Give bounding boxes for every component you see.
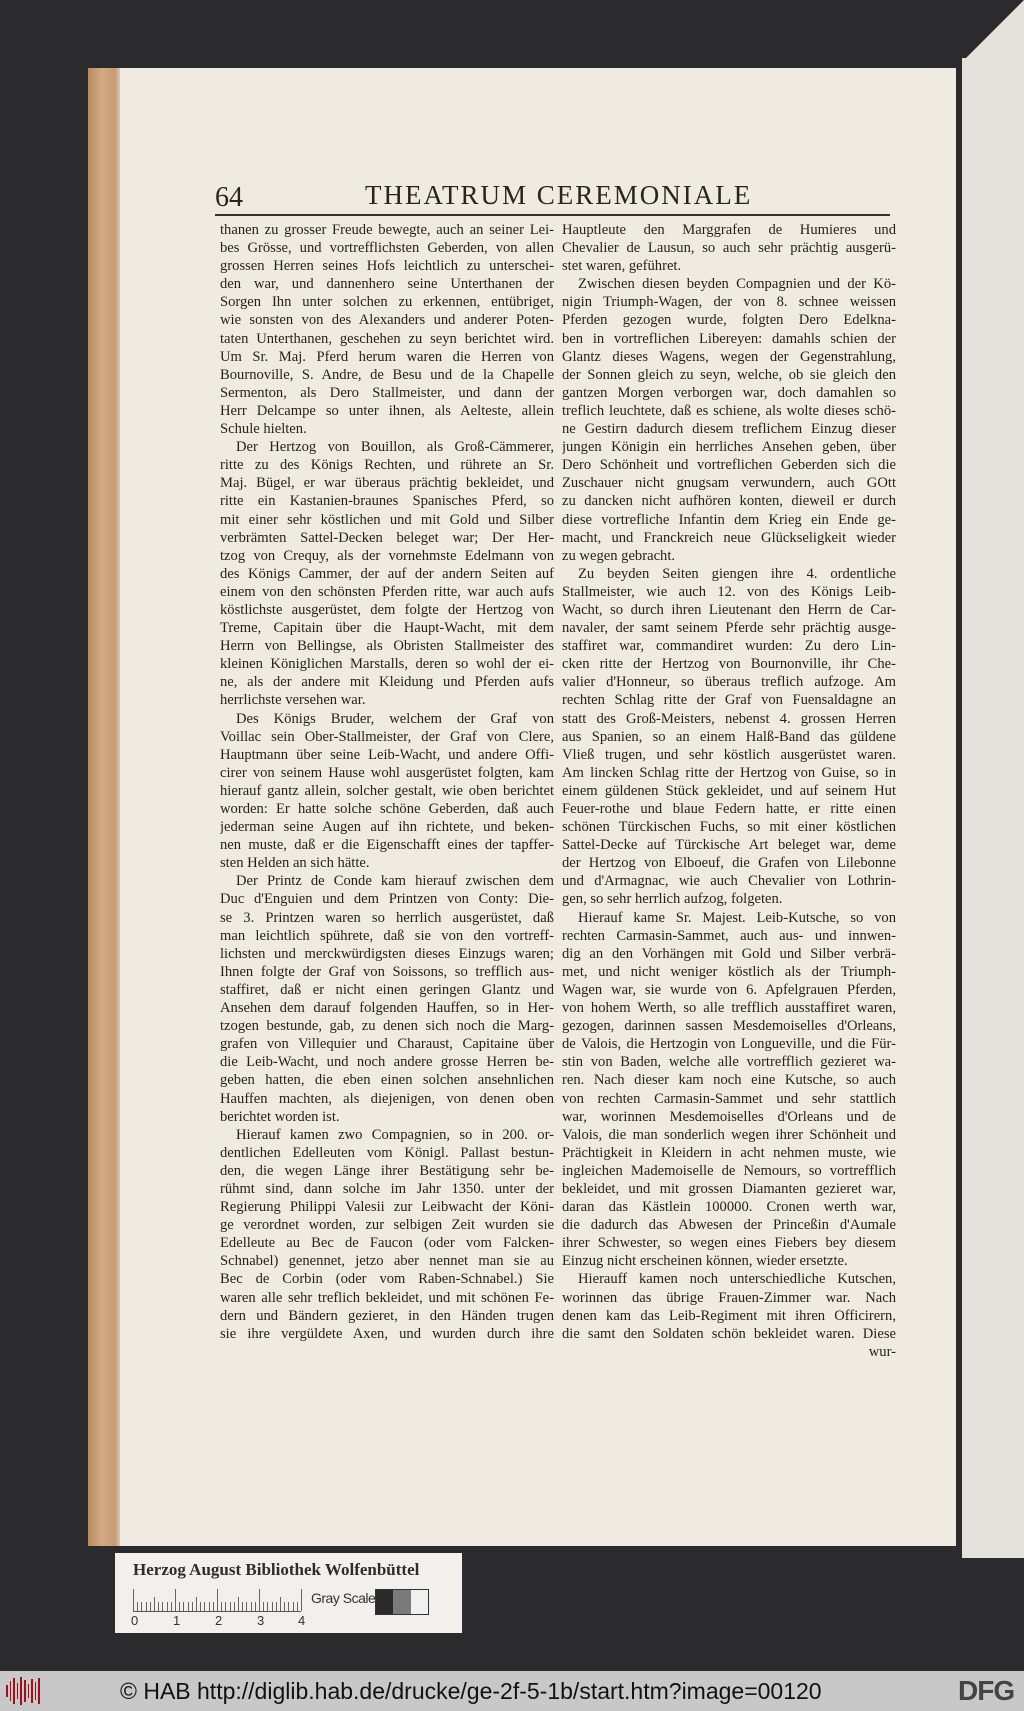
text-line: Zu beyden Seiten giengen ihre 4. ordentliche (578, 565, 896, 582)
text-line: Hierauf kamen zwo Compagnien, so in 200. or- (236, 1126, 554, 1143)
text-line: de Valois, die Hertzogin von Longueville, und die Für- (562, 1036, 896, 1053)
text-line: ritte ein Kastanien-braunes Spanisches Pferd, so (220, 493, 554, 510)
text-line: daran das Kästlein 100000. Cronen werth war, (562, 1199, 896, 1216)
text-line: hierauf gantz allein, solcher gestalt, wie oben berichtet (220, 782, 554, 799)
ruler-tick (221, 1602, 222, 1611)
text-line: jungen Königin ein herrliches Ansehen geben, über (562, 439, 896, 456)
ruler-tick (188, 1602, 189, 1611)
text-line: Des Königs Bruder, welchem der Graf von (236, 710, 554, 727)
logo-bar (6, 1685, 8, 1697)
text-line: ne Gestirn dadurch diesem treflichem Einzug dieser (562, 421, 896, 438)
ruler-tick (171, 1602, 172, 1611)
right-text-column (562, 221, 896, 1361)
text-line: thanen zu grosser Freude bewegte, auch an seiner Lei- (220, 222, 554, 238)
text-line: Vließ trugen, und sehr köstlich ausgerüstet waren. (562, 746, 896, 763)
logo-bar (38, 1678, 40, 1704)
ruler-tick (242, 1602, 243, 1611)
ruler-tick (209, 1602, 210, 1611)
text-line: zu dancken nicht aufhören konten, dieweil er durch (562, 493, 896, 510)
text-line: statt des Groß-Meisters, nebenst 4. grossen Herren (562, 710, 896, 727)
text-line: Feuer-rothe und blaue Federn hatte, er ritte einen (562, 801, 896, 817)
ruler-tick (175, 1589, 176, 1611)
ruler-tick (263, 1602, 264, 1611)
ruler-tick (230, 1602, 231, 1611)
ruler-tick (167, 1602, 168, 1611)
page-number: 64 (215, 182, 243, 213)
dfg-logo: DFG (958, 1675, 1015, 1706)
text-line: ritte zu des Königs Rechten, und rührete an Sr. (220, 457, 554, 474)
text-line: Schule hielten. (220, 421, 307, 438)
ruler-tick (183, 1602, 184, 1611)
text-line: Bournoville, S. Andre, de Besu und de la Chapelle (220, 366, 554, 383)
text-line: gantzen Morgen verborgen war, doch damahlen so (562, 384, 896, 401)
text-line: gezogen, darinnen sassen Mesdemoiselles d'Orleans, (562, 1018, 896, 1035)
logo-bar (13, 1678, 15, 1704)
text-line: macht, und Franckreich neue Glückseligkeit wieder (562, 529, 896, 546)
text-line: die dadurch das Abwesen der Princeßin d'Aumale (562, 1217, 896, 1234)
text-line: wie sonsten von des Alexanders und anderer Poten- (220, 312, 554, 329)
text-line: Treme, Capitain über die Haupt-Wacht, mit dem (220, 620, 554, 637)
text-line: und d'Armagnac, wie auch Chevalier von Lothrin- (562, 873, 896, 890)
text-line: Duc d'Enguien und dem Printzen von Conty: Die- (220, 891, 554, 908)
ruler-number: 1 (173, 1613, 181, 1628)
text-line: von rechten Carmasin-Sammet und sehr stattlich (562, 1090, 896, 1107)
text-line: Ihnen folgte der Graf von Soissons, so trefflich aus- (220, 963, 554, 980)
gray-scale-label: Gray Scale (311, 1590, 376, 1606)
ruler-tick (259, 1589, 260, 1611)
ruler-tick (276, 1602, 277, 1611)
text-line: valier d'Honneur, so überaus treflich aufzoge. Am (562, 674, 896, 691)
text-line: nen muste, daß er die Eigenschafft eines der tapffer- (220, 837, 554, 854)
hab-logo-icon (6, 1677, 40, 1705)
text-line: Der Printz de Conde kam hierauf zwischen dem (236, 873, 554, 890)
text-line: man leichtlich spührete, daß sie von den vortreff- (220, 927, 554, 944)
text-line: met, und nicht weniger köstlich als der Triumph- (562, 963, 896, 980)
text-line: jederman seine Augen auf ihn richtete, und beken- (220, 819, 554, 836)
library-scan-label (115, 1553, 462, 1633)
text-line: Hauffen machten, als diejenigen, von denen oben (220, 1090, 554, 1107)
ruler-tick (137, 1602, 138, 1611)
ruler-number: 0 (131, 1613, 139, 1628)
ruler-tick (204, 1602, 205, 1611)
ruler-tick (196, 1597, 197, 1611)
text-line: se 3. Printzen waren so herrlich ausgerüstet, daß (220, 909, 554, 926)
text-line: staffiret, daß er nicht einen geringen Glantz und (220, 981, 554, 998)
footer-bar (0, 1671, 1024, 1711)
text-line: ne, als der andere mit Kleidung und Pferden aufs (220, 674, 554, 691)
text-line: berichtet worden ist. (220, 1108, 340, 1125)
text-line: rühmt sind, dann solche im Jahr 1350. unter der (220, 1180, 554, 1197)
text-line: Zwischen diesen beyden Compagnien und der Kö- (578, 276, 896, 293)
ruler-tick (162, 1602, 163, 1611)
text-line: Hauptmann über seine Leib-Wacht, und andere Offi- (220, 746, 554, 763)
ruler-tick (293, 1602, 294, 1611)
text-line: den, die wegen Länge ihrer Bestätigung sehr be- (220, 1162, 554, 1179)
text-line: Hauptleute den Marggrafen de Humieres und (562, 222, 896, 238)
text-line: ben in vortreflichen Libereyen: damahls schien der (562, 330, 896, 347)
text-line: Der Hertzog von Bouillon, als Groß-Cämmerer, (236, 439, 554, 456)
text-line: cirer von seinem Hause wohl ausgerüstet folgten, kam (220, 764, 554, 781)
ruler-tick (192, 1602, 193, 1611)
text-line: einem von den schönsten Pferden ritte, war auch aufs (220, 583, 554, 600)
text-line: treflich leuchtete, daß es schiene, als wolte dieses schö- (562, 402, 896, 419)
ruler-number: 4 (298, 1613, 306, 1628)
text-line: verbrämten Sattel-Decken beleget war; Der Her- (220, 529, 554, 546)
text-line: Regierung Philippi Valesii zur Leibwacht der Köni- (220, 1199, 554, 1216)
text-line: lichsten und merckwürdigsten dieses Einzugs waren; (220, 945, 554, 962)
ruler-number: 2 (215, 1613, 223, 1628)
text-line: Stallmeister, wie auch 12. von des Königs Leib- (562, 583, 896, 600)
logo-bar (17, 1683, 19, 1699)
logo-bar (20, 1677, 22, 1705)
text-line: Herrn von Bellingse, als Obristen Stallmeister des (220, 638, 554, 655)
text-line: Ansehen dem darauf folgenden Hauffen, so in Her- (220, 1000, 554, 1017)
text-line: den war, und dannenhero seine Unterthanen der (220, 276, 554, 293)
text-line: von hohem Werth, so alle trefflich ausstaffiret waren, (562, 1000, 896, 1017)
text-line: bes Grösse, und vortrefflichsten Geberden, von allen (220, 240, 554, 257)
ruler-tick (288, 1602, 289, 1611)
catchword: wur- (868, 1343, 896, 1360)
adjacent-page (962, 58, 1024, 1558)
scale-ruler (133, 1589, 301, 1612)
text-line: der Hertzog von Elboeuf, die Grafen von Lilebonne (562, 855, 896, 872)
ruler-tick (297, 1602, 298, 1611)
ruler-tick (284, 1602, 285, 1611)
text-line: denen kam das Leib-Regiment mit ihren Officirern, (562, 1307, 896, 1324)
logo-bar (10, 1681, 12, 1701)
text-line: waren alle sehr treflich bekleidet, und mit schönen Fe- (220, 1289, 554, 1306)
ruler-tick (301, 1589, 302, 1611)
ruler-tick (225, 1602, 226, 1611)
text-line: Bec de Corbin (oder vom Raben-Schnabel.) Sie (220, 1271, 554, 1288)
text-line: diese vortrefliche Infantin dem Krieg ein Ende ge- (562, 511, 896, 528)
text-line: schönen Türckischen Fuchs, so mit einer köstlichen (562, 819, 896, 836)
ruler-tick (217, 1589, 218, 1611)
page-edge (88, 68, 122, 1546)
text-line: nigin Triumph-Wagen, der von 8. schnee weissen (562, 294, 896, 311)
text-line: Zuschauer nicht gnugsam verwundern, auch GOtt (562, 475, 896, 492)
ruler-tick (158, 1602, 159, 1611)
logo-bar (31, 1679, 33, 1703)
text-line: Valois, die man sonderlich wegen ihrer Schönheit und (562, 1126, 896, 1143)
text-line: herrlichste versehen war. (220, 692, 366, 709)
ruler-tick (251, 1602, 252, 1611)
gray-swatch (376, 1590, 393, 1614)
ruler-tick (272, 1602, 273, 1611)
ruler-tick (234, 1602, 235, 1611)
copyright-url[interactable]: © HAB http://diglib.hab.de/drucke/ge-2f-5-1b/start.htm?image=00120 (120, 1678, 822, 1704)
text-line: rechten Schlag ritte der Graf von Fuensaldagne an (562, 692, 896, 709)
ruler-tick (238, 1597, 239, 1611)
text-line: Am lincken Schlag ritte der Hertzog von Guise, so in (562, 764, 896, 781)
text-line: Glantz dieses Wagens, wegen der Gegenstrahlung, (562, 348, 896, 365)
ruler-tick (255, 1602, 256, 1611)
text-line: ihrer Schwester, so wegen eines Fiebers bey diesem (562, 1235, 896, 1252)
ruler-tick (267, 1602, 268, 1611)
text-line: Herr Delcampe so unter ihnen, als Aelteste, allein (220, 402, 554, 419)
text-line: Sermenton, als Dero Stallmeister, und dann der (220, 384, 554, 401)
text-line: cken ritte der Hertzog von Bournonville, ihr Che- (562, 656, 896, 673)
text-line: Voillac sein Ober-Stallmeister, der Graf von Clere, (220, 728, 554, 745)
text-line: worinnen das übrige Frauen-Zimmer war. Nach (562, 1289, 896, 1306)
text-line: geben hatten, die eben einen solchen ansehnlichen (220, 1072, 554, 1089)
text-line: der Sonnen gleich zu seyn, welche, ob sie gleich den (562, 366, 896, 383)
text-line: Wacht, so durch ihren Lieutenant den Herrn de Car- (562, 601, 896, 618)
logo-bar (24, 1680, 26, 1702)
gray-swatch (411, 1590, 428, 1614)
text-line: die Leib-Wacht, und noch andere grosse Herren be- (220, 1054, 554, 1071)
text-line: Edelleute au Bec de Faucon (oder vom Falcken- (220, 1235, 554, 1252)
text-line: mit einer sehr köstlichen und mit Gold und Silber (220, 511, 554, 528)
text-line: zu wegen gebracht. (562, 547, 676, 564)
text-line: die samt den Soldaten schön bekleidet waren. Diese (562, 1325, 896, 1342)
text-line: Dero Schönheit und vortreflichen Geberden sich die (562, 457, 896, 474)
logo-bar (28, 1684, 30, 1698)
adjacent-page-corner (962, 0, 1024, 62)
text-line: dentlichen Edelleuten vom Königl. Pallast bestun- (220, 1144, 554, 1161)
text-line: aus Spanien, so an einem Halß-Band das güldene (562, 728, 896, 745)
text-line: Schnabel) genennet, jetzo aber nennet man sie au (220, 1253, 554, 1270)
ruler-tick (200, 1602, 201, 1611)
text-line: Einzug nicht erscheinen können, wieder ersetzte. (562, 1253, 848, 1270)
ruler-tick (179, 1602, 180, 1611)
ruler-tick (213, 1602, 214, 1611)
text-line: dern und Bändern gezieret, in den Händen trugen (220, 1307, 554, 1324)
text-line: stet waren, geführet. (562, 258, 682, 275)
ruler-tick (141, 1602, 142, 1611)
text-line: Hierauff kamen noch unterschiedliche Kutschen, (578, 1271, 896, 1288)
text-line: tzog von Crequy, als der vornehmste Edelmann von (220, 547, 554, 564)
text-line: Hierauf kame Sr. Majest. Leib-Kutsche, so von (578, 909, 896, 926)
ruler-number: 3 (257, 1613, 265, 1628)
text-line: Wagen war, sie wurde von 6. Apfelgrauen Pferden, (562, 981, 896, 998)
text-line: kleinen Königlichen Marstalls, deren so wohl der ei- (220, 656, 554, 673)
text-line: sten Helden an sich hätte. (220, 855, 370, 872)
text-line: sie ihre vergüldete Axen, und wurden durch ihre (220, 1325, 554, 1342)
ruler-tick (280, 1597, 281, 1611)
text-line: bekleidet, und mit grossen Diamanten gezieret war, (562, 1180, 896, 1197)
text-line: navaler, der samt seinem Pferde sehr prächtig ausge- (562, 620, 896, 637)
gray-scale-swatches (375, 1589, 429, 1615)
text-line: Um Sr. Maj. Pferd herum waren die Herren von (220, 348, 554, 365)
text-line: rechten Carmasin-Sammet, auch aus- und innwen- (562, 927, 896, 944)
text-line: Sattel-Decke auf Türckische Art beleget war, deme (562, 837, 896, 854)
text-line: ge verordnet worden, zur selbigen Zeit wurden sie (220, 1217, 554, 1234)
text-line: grafen von Villequier und Charaust, Capitaine über (220, 1036, 554, 1053)
text-line: dig an den Vorhängen mit Gold und Silber verbrä- (562, 945, 896, 962)
text-line: Sorgen Ihn unter solchen zu erkennen, entübriget, (220, 294, 554, 311)
text-line: taten Unterthanen, geschehen zu seyn berichtet wird. (220, 330, 554, 347)
text-line: worden: Er hatte solche schöne Geberden, daß auch (220, 801, 554, 817)
text-line: Prächtigkeit in Kleidern in acht nehmen muste, wie (562, 1144, 896, 1161)
text-line: ingleichen Mademoiselle de Nemours, so vortrefflich (562, 1162, 896, 1179)
text-line: tzogen bestunde, gab, zu denen sich noch die Marg- (220, 1018, 554, 1035)
ruler-tick (154, 1597, 155, 1611)
text-line: Pferden gezogen wurde, folgten Dero Edelkna- (562, 312, 896, 329)
text-line: gen, so sehr herrlich aufzog, folgeten. (562, 891, 783, 908)
ruler-tick (150, 1602, 151, 1611)
text-line: des Königs Cammer, der auf der andern Seiten auf (220, 565, 554, 582)
text-line: einem güldenen Stück gekleidet, und auf seinem Hut (562, 782, 896, 799)
text-line: stin von Baden, welche alle vortrefflich gezieret wa- (562, 1054, 896, 1071)
left-text-column (220, 221, 554, 1343)
library-name: Herzog August Bibliothek Wolfenbüttel (133, 1560, 420, 1579)
header-rule (215, 214, 890, 216)
text-line: grossen Herren seines Hofs leichtlich zu unterschei- (220, 258, 554, 275)
text-line: Chevalier de Lausun, so auch sehr prächtig ausgerü- (562, 240, 896, 257)
gray-swatch (393, 1590, 410, 1614)
running-title: THEATRUM CEREMONIALE (365, 180, 753, 210)
logo-bar (35, 1682, 37, 1700)
text-line: Maj. Bügel, er war überaus prächtig bekleidet, und (220, 475, 554, 492)
ruler-tick (146, 1602, 147, 1611)
ruler-tick (246, 1602, 247, 1611)
ruler-tick (133, 1589, 134, 1611)
text-line: ren. Nach dieser kam noch eine Kutsche, so auch (562, 1072, 896, 1089)
text-line: war, worinnen Mesdemoiselles d'Orleans und de (562, 1108, 896, 1125)
text-line: köstlichste ausgerüstet, dem folgte der Hertzog von (220, 601, 554, 618)
text-line: staffiret war, commandiret wurden: Zu dero Lin- (562, 638, 896, 655)
